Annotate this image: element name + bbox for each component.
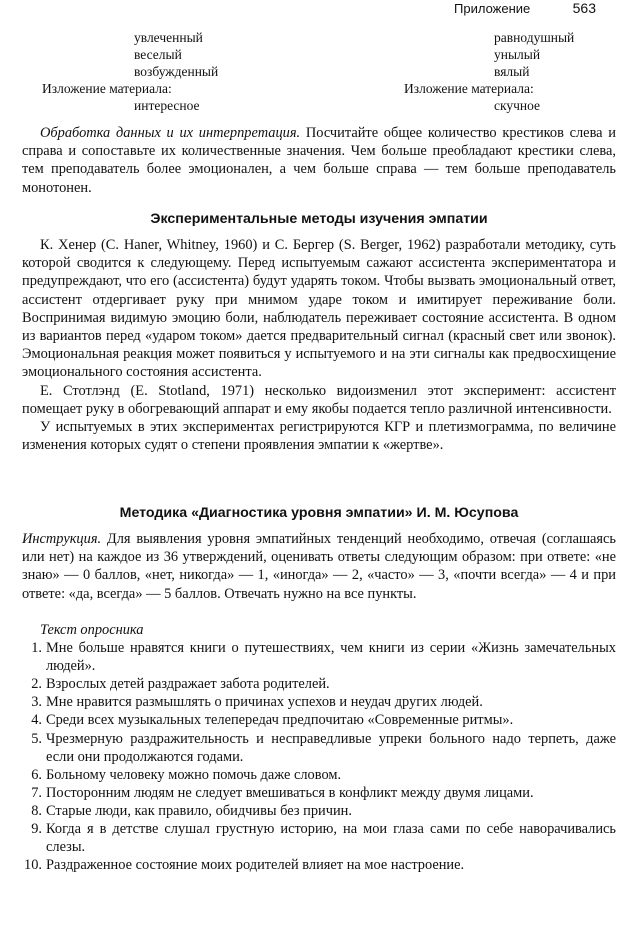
list-item: 6. Больному человеку можно помочь даже словом. bbox=[31, 766, 342, 783]
scale-word: веселый bbox=[134, 47, 182, 62]
scale-word: возбужденный bbox=[134, 64, 219, 79]
processing-paragraph bbox=[22, 124, 616, 197]
questionnaire-title: Текст опросника bbox=[40, 622, 144, 638]
list-item: 7. Посторонним людям не следует вмешиваться в конфликт между двумя лицами. bbox=[31, 784, 534, 801]
list-item: 8. Старые люди, как правило, обидчивы без причин. bbox=[31, 802, 352, 819]
running-head bbox=[440, 0, 600, 20]
paragraph: Е. Стотлэнд (Е. Stotland, 1971) несколько видоизменил этот эксперимент: ассистент помещает руку в обогревающий аппарат и ему якобы подается тепло различной интенсивности. bbox=[22, 382, 616, 417]
scale-left-column bbox=[42, 29, 218, 114]
instruction-lead: Инструкция. bbox=[22, 531, 102, 547]
scale-word: вялый bbox=[494, 64, 530, 79]
scale-label: Изложение материала: bbox=[42, 81, 172, 96]
paragraph: У испытуемых в этих экспериментах регистрируются КГР и плетизмограмма, по величине изменения которых судят о степени проявления эмпатии к «жертве». bbox=[22, 419, 616, 454]
scale-word: равнодушный bbox=[494, 30, 575, 45]
processing-lead: Обработка данных и их интерпретация. bbox=[40, 125, 301, 141]
instruction-text: Для выявления уровня эмпатийных тенденций необходимо, отвечая (соглашаясь или нет) на каждое из 36 утверждений, оценивать ответы следующим образом: при ответе: «не знаю» — 0 баллов, «нет, никогда» — 1, «иногда» — 2, «часто» — 3, «почти всегда» — 4 и при ответе: «да, всегда» — 5 баллов. Отвечать нужно на все пункты. bbox=[22, 531, 616, 602]
section-heading-yusupov-method: Методика «Диагностика уровня эмпатии» И. М. Юсупова bbox=[119, 505, 519, 521]
list-item: 3. Мне нравится размышлять о причинах успехов и неудач других людей. bbox=[31, 694, 483, 711]
scale-value: интересное bbox=[134, 98, 200, 113]
list-item: 1. Мне больше нравятся книги о путешествиях, чем книги из серии «Жизнь замечательных людей». bbox=[31, 640, 616, 675]
scale-value: скучное bbox=[494, 98, 541, 113]
section1-body bbox=[22, 236, 616, 454]
instruction-paragraph bbox=[22, 530, 616, 603]
section-heading-empathy-methods: Экспериментальные методы изучения эмпатии bbox=[150, 211, 488, 227]
scale-word: увлеченный bbox=[134, 30, 203, 45]
scale-word: унылый bbox=[494, 47, 541, 62]
list-item: 4. Среди всех музыкальных телепередач предпочитаю «Современные ритмы». bbox=[31, 712, 514, 729]
list-item: 10. Раздраженное состояние моих родителей влияет на мое настроение. bbox=[24, 857, 465, 874]
questionnaire bbox=[22, 621, 616, 874]
running-head-title: Приложение bbox=[454, 1, 531, 16]
scale-label: Изложение материала: bbox=[404, 81, 534, 96]
list-item: 5. Чрезмерную раздражительность и несправедливые упреки больного надо терпеть, даже если они продолжаются годами. bbox=[31, 730, 616, 765]
list-item: 2. Взрослых детей раздражает забота родителей. bbox=[31, 676, 330, 693]
scale-right-column bbox=[404, 29, 574, 114]
processing-text: Посчитайте общее количество крестиков слева и справа и сопоставьте их количественные значения. Чем больше преобладают крестики слева, тем преподаватель более эмоционален, а чем больше справа — тем больше преподаватель монотонен. bbox=[22, 125, 616, 196]
page-number: 563 bbox=[572, 0, 596, 16]
paragraph: К. Хенер (С. Haner, Whitney, 1960) и С. Бергер (S. Berger, 1962) разработали методику, суть которой сводится к следующему. Перед испытуемым сажают ассистента экспериментатора и предупреждают, что его (ассистента) будут ударять током. Чтобы вызвать эмоциональный ответ, ассистент отдергивает руку при мнимом ударе током и имитирует переживание боли. Воспринимая видимую эмоцию боли, наблюдатель переживает состояние ассистента. В одном из вариантов перед «ударом током» дается предварительный сигнал (красный свет или звонок). Эмоциональная реакция может появиться у испытуемого и на эти сигналы как предвосхищение эмоционального состояния ассистента. bbox=[22, 237, 616, 381]
list-item: 9. Когда я в детстве слушал грустную историю, на мои глаза сами по себе наворачивались слезы. bbox=[31, 821, 616, 856]
